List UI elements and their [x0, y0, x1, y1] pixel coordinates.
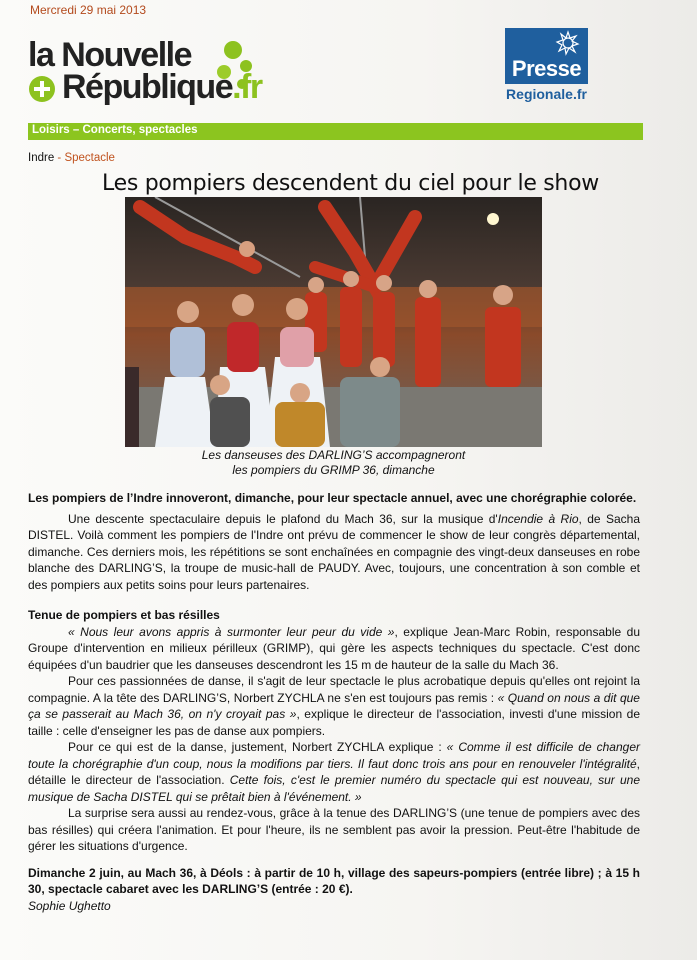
category-topic: Spectacle [64, 152, 115, 164]
photo-caption: Les danseuses des DARLING’S accompagneront les pompiers du GRIMP 36, dimanche [201, 448, 466, 477]
article-paragraph: Pour ces passionnées de danse, il s'agit de leur spectacle le plus acrobatique depuis qu'elles ont rejoint la compagnie. A la tête des DARLING’S, Norbert ZYCHLA ne s'en est toujours pas remis : « Quand on nous a dit que ça se passerait au Mach 36, on n'y croyait pas », explique le directeur de l'association, investi d'une mission de taille : celle d'enseigner les pas de danse aux pompiers. [28, 674, 641, 738]
article-title: Les pompiers descendent du ciel pour le show [102, 171, 599, 196]
logo-line1: la Nouvelle [28, 36, 192, 74]
article-body [28, 490, 640, 914]
logo-line2: République.fr [62, 68, 262, 106]
firefighters-dancers-photo [125, 197, 542, 447]
rubric-label: Loisirs – Concerts, spectacles [32, 124, 198, 136]
star-emblem-icon [553, 30, 583, 56]
category-region: Indre [28, 152, 55, 164]
article-lead: Les pompiers de l’Indre innoveront, dimanche, pour leur spectacle annuel, avec une chorégraphie colorée. [28, 491, 637, 505]
publication-date: Mercredi 29 mai 2013 [30, 3, 147, 17]
newspaper-logo [28, 20, 308, 114]
article-paragraph: « Nous leur avons appris à surmonter leur peur du vide », explique Jean-Marc Robin, responsable du Groupe d'intervention en milieux périlleux (GRIMP), qui gère les aspects techniques du spectacle. C'est donc équipées d'un baudrier que les danseuses descendront les 15 m de hauteur de la salle du Mach 36. [28, 624, 640, 672]
presse-line1: Presse [511, 56, 582, 81]
category-breadcrumb: Indre - Spectacle [28, 152, 115, 164]
article-photo [125, 197, 542, 447]
article-author: Sophie Ughetto [28, 898, 111, 913]
article-paragraph: La surprise sera aussi au rendez-vous, grâce à la tenue des DARLING’S (une tenue de pompiers avec des bas résilles) qui créera l'animation. Et pour l'heure, ils ne semblent pas avoir la pression. Peut-être l'habitude de gérer les situations d'urgence. [28, 806, 640, 853]
presse-regionale-logo [505, 28, 588, 112]
article-subheading: Tenue de pompiers et bas résilles [28, 608, 220, 622]
event-info: Dimanche 2 juin, au Mach 36, à Déols : à partir de 10 h, village des sapeurs-pompiers (entrée libre) ; à 15 h 30, spectacle cabaret avec les DARLING’S (entrée : 20 €). [28, 865, 640, 896]
presse-line2: Regionale.fr [506, 86, 587, 102]
section-rubric-bar [28, 123, 643, 140]
article-paragraph: Pour ce qui est de la danse, justement, Norbert ZYCHLA explique : « Comme il est difficile de changer toute la chorégraphie d'un coup, nous la modifions par tiers. Il faut donc trois ans pour en renouveler l'intégralité, détaille le directeur de l'association. Cette fois, c'est le premier numéro du spectacle qui est nouveau, sur une musique de Sacha DISTEL qui se prêtait bien à l'événement. » [28, 740, 640, 804]
article-paragraph: Une descente spectaculaire depuis le plafond du Mach 36, sur la musique d'Incendie à Rio, de Sacha DISTEL. Voilà comment les pompiers de l'Indre ont prévu de commencer le show de leur congrès départemental, dimanche. Ces derniers mois, les répétitions se sont enchaînées en compagnie des vingt-deux danseuses en robe blanche des DARLING’S, la troupe de music-hall de PAUDY. Avec, toujours, une concentration à son comble et des pompiers aux petits soins pour leurs partenaires. [28, 511, 641, 592]
